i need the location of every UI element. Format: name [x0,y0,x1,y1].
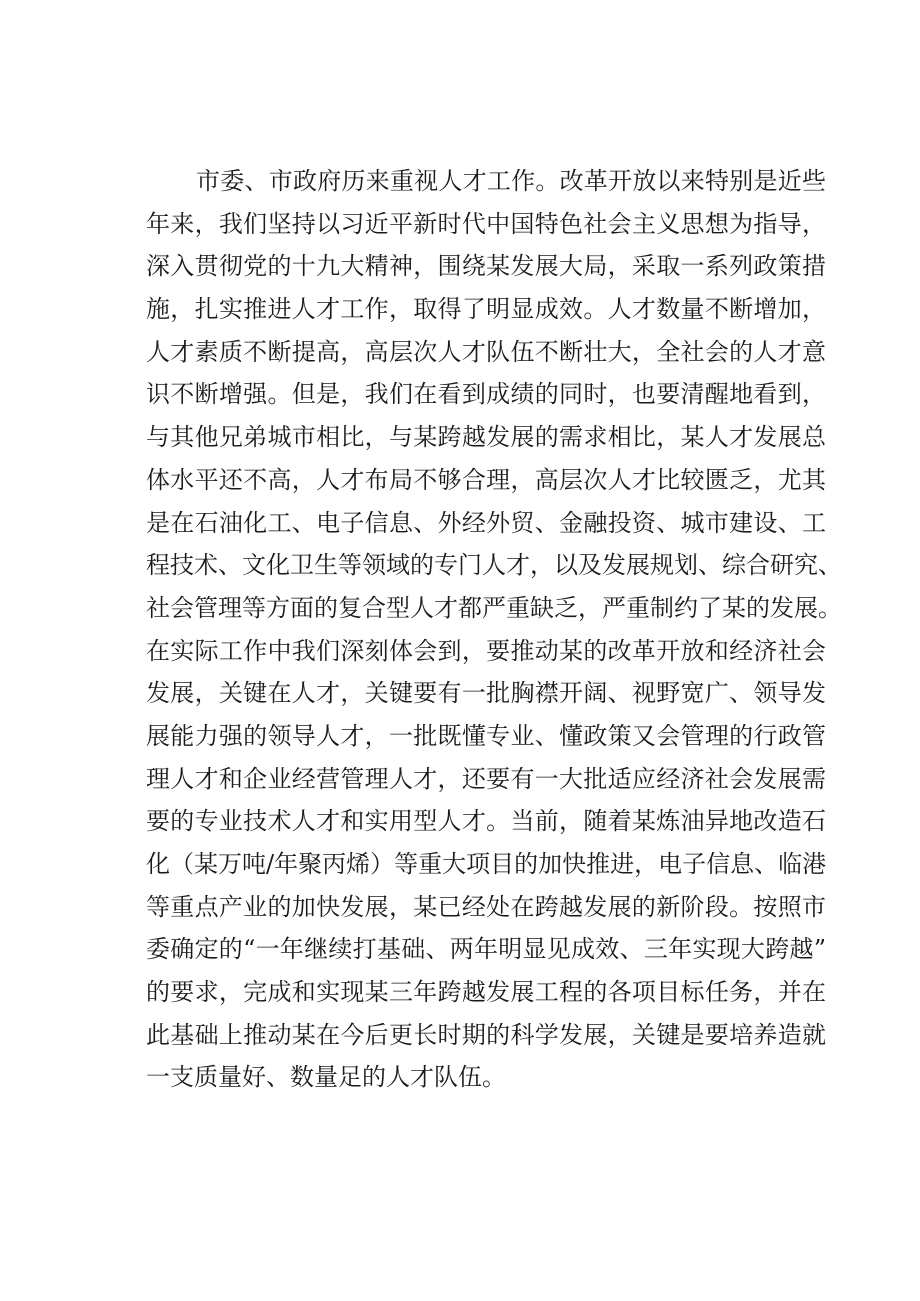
paragraph-line: 理人才和企业经营管理人才，还要有一大批适应经济社会发展需 [146,764,826,793]
paragraph-line: 的要求，完成和实现某三年跨越发展工程的各项目标任务，并在 [146,978,826,1007]
paragraph-line: 程技术、文化卫生等领域的专门人才，以及发展规划、综合研究、 [146,551,842,580]
paragraph-line: 要的专业技术人才和实用型人才。当前，随着某炼油异地改造石 [146,807,826,836]
paragraph-line: 展能力强的领导人才，一批既懂专业、懂政策又会管理的行政管 [146,721,826,750]
paragraph-line: 一支质量好、数量足的人才队伍。 [146,1063,506,1092]
paragraph-line: 等重点产业的加快发展，某已经处在跨越发展的新阶段。按照市 [146,892,826,921]
paragraph-line: 此基础上推动某在今后更长时期的科学发展，关键是要培养造就 [146,1020,826,1049]
paragraph-line: 体水平还不高，人才布局不够合理，高层次人才比较匮乏，尤其 [146,465,826,494]
paragraph-line: 社会管理等方面的复合型人才都严重缺乏，严重制约了某的发展。 [146,593,842,622]
paragraph-line: 委确定的“一年继续打基础、两年明显见成效、三年实现大跨越” [146,935,826,964]
paragraph-line: 在实际工作中我们深刻体会到，要推动某的改革开放和经济社会 [146,636,826,665]
paragraph-line: 是在石油化工、电子信息、外经外贸、金融投资、城市建设、工 [146,508,826,537]
paragraph-line: 人才素质不断提高，高层次人才队伍不断壮大，全社会的人才意 [146,337,826,366]
paragraph-line: 深入贯彻党的十九大精神，围绕某发展大局，采取一系列政策措 [146,252,826,281]
paragraph-line: 市委、市政府历来重视人才工作。改革开放以来特别是近些 [196,167,826,195]
paragraph-line: 化（某万吨/年聚丙烯）等重大项目的加快推进，电子信息、临港 [146,850,827,878]
body-paragraph [146,160,842,1099]
paragraph-line: 与其他兄弟城市相比，与某跨越发展的需求相比，某人才发展总 [146,423,826,452]
paragraph-line: 施，扎实推进人才工作，取得了明显成效。人才数量不断增加， [146,295,826,324]
paragraph-line: 年来，我们坚持以习近平新时代中国特色社会主义思想为指导， [146,209,826,238]
paragraph-line: 发展，关键在人才，关键要有一批胸襟开阔、视野宽广、领导发 [146,679,826,708]
paragraph-line: 识不断增强。但是，我们在看到成绩的同时，也要清醒地看到， [146,380,826,409]
